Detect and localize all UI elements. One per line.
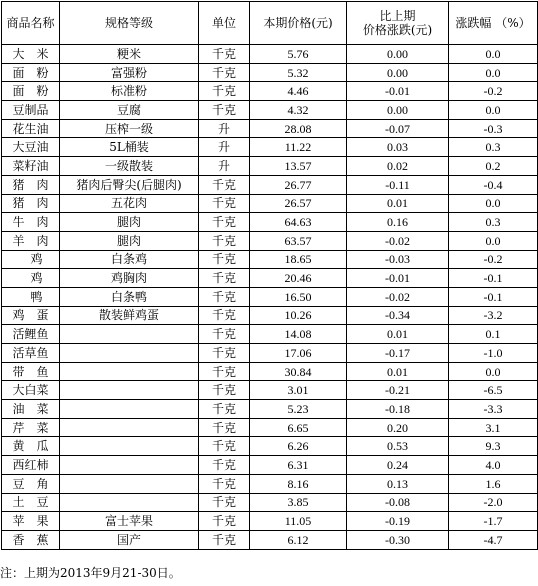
cell-product-name: 牛 肉: [2, 213, 60, 232]
cell-change-percent: 0.0: [449, 63, 538, 82]
cell-product-name: 带 鱼: [2, 362, 60, 381]
cell-unit: 千克: [199, 45, 250, 64]
cell-unit: 千克: [199, 456, 250, 475]
cell-unit: 升: [199, 157, 250, 176]
table-row: [2, 400, 538, 419]
cell-price-change: 0.01: [347, 362, 449, 381]
cell-price-change: -0.03: [347, 250, 449, 269]
cell-change-percent: -0.3: [449, 119, 538, 138]
cell-current-price: 4.32: [250, 101, 347, 120]
cell-change-percent: 0.0: [449, 45, 538, 64]
cell-spec-grade: [60, 474, 199, 493]
cell-change-percent: -0.4: [449, 175, 538, 194]
cell-unit: 千克: [199, 474, 250, 493]
cell-unit: 千克: [199, 82, 250, 101]
cell-change-percent: 3.1: [449, 418, 538, 437]
cell-spec-grade: [60, 400, 199, 419]
cell-price-change: 0.00: [347, 63, 449, 82]
header-product-name: 商品名称: [2, 2, 60, 45]
cell-spec-grade: 粳米: [60, 45, 199, 64]
cell-current-price: 4.46: [250, 82, 347, 101]
table-row: [2, 530, 538, 549]
cell-current-price: 14.08: [250, 325, 347, 344]
cell-spec-grade: 压榨一级: [60, 119, 199, 138]
cell-change-percent: 4.0: [449, 456, 538, 475]
cell-current-price: 6.12: [250, 530, 347, 549]
cell-current-price: 8.16: [250, 474, 347, 493]
cell-unit: 千克: [199, 325, 250, 344]
cell-product-name: 猪 肉: [2, 175, 60, 194]
cell-change-percent: 1.6: [449, 474, 538, 493]
cell-current-price: 6.26: [250, 437, 347, 456]
cell-product-name: 鸡: [2, 269, 60, 288]
cell-unit: 千克: [199, 362, 250, 381]
cell-spec-grade: [60, 381, 199, 400]
cell-change-percent: -0.2: [449, 82, 538, 101]
cell-price-change: -0.18: [347, 400, 449, 419]
cell-change-percent: -3.2: [449, 306, 538, 325]
cell-spec-grade: 富士苹果: [60, 512, 199, 531]
cell-current-price: 3.01: [250, 381, 347, 400]
cell-spec-grade: [60, 493, 199, 512]
cell-spec-grade: 猪肉后臀尖(后腿肉): [60, 175, 199, 194]
cell-product-name: 面 粉: [2, 63, 60, 82]
cell-spec-grade: [60, 456, 199, 475]
cell-change-percent: 0.0: [449, 101, 538, 120]
table-row: [2, 63, 538, 82]
table-row: [2, 362, 538, 381]
cell-price-change: -0.19: [347, 512, 449, 531]
cell-change-percent: -3.3: [449, 400, 538, 419]
cell-price-change: -0.07: [347, 119, 449, 138]
cell-product-name: 菜籽油: [2, 157, 60, 176]
cell-spec-grade: [60, 418, 199, 437]
footnote: 注：上期为2013年9月21-30日。: [0, 566, 181, 580]
cell-price-change: -0.17: [347, 344, 449, 363]
cell-unit: 千克: [199, 213, 250, 232]
header-spec-grade: 规格等级: [60, 2, 199, 45]
cell-change-percent: 0.0: [449, 194, 538, 213]
table-row: [2, 287, 538, 306]
cell-price-change: 0.00: [347, 45, 449, 64]
cell-spec-grade: 标准粉: [60, 82, 199, 101]
cell-unit: 千克: [199, 269, 250, 288]
cell-spec-grade: 白条鸡: [60, 250, 199, 269]
table-row: [2, 119, 538, 138]
header-current-price: 本期价格(元): [250, 2, 347, 45]
cell-product-name: 鸡: [2, 250, 60, 269]
cell-price-change: 0.16: [347, 213, 449, 232]
table-row: [2, 474, 538, 493]
table-row: [2, 306, 538, 325]
cell-product-name: 黄 瓜: [2, 437, 60, 456]
table-row: [2, 269, 538, 288]
cell-spec-grade: [60, 325, 199, 344]
cell-price-change: -0.01: [347, 82, 449, 101]
cell-change-percent: 0.1: [449, 325, 538, 344]
cell-change-percent: -0.1: [449, 269, 538, 288]
table-row: [2, 381, 538, 400]
table-row: [2, 325, 538, 344]
cell-unit: 千克: [199, 175, 250, 194]
cell-unit: 千克: [199, 493, 250, 512]
cell-current-price: 16.50: [250, 287, 347, 306]
cell-product-name: 豆 角: [2, 474, 60, 493]
cell-price-change: 0.01: [347, 194, 449, 213]
cell-spec-grade: 豆腐: [60, 101, 199, 120]
cell-current-price: 63.57: [250, 231, 347, 250]
cell-change-percent: 0.0: [449, 231, 538, 250]
cell-price-change: -0.02: [347, 287, 449, 306]
cell-spec-grade: 一级散装: [60, 157, 199, 176]
cell-product-name: 鸭: [2, 287, 60, 306]
cell-current-price: 13.57: [250, 157, 347, 176]
cell-spec-grade: 5L桶装: [60, 138, 199, 157]
cell-price-change: 0.00: [347, 101, 449, 120]
cell-current-price: 11.05: [250, 512, 347, 531]
cell-current-price: 30.84: [250, 362, 347, 381]
cell-current-price: 64.63: [250, 213, 347, 232]
cell-change-percent: 9.3: [449, 437, 538, 456]
cell-price-change: 0.02: [347, 157, 449, 176]
table-row: [2, 231, 538, 250]
cell-current-price: 11.22: [250, 138, 347, 157]
cell-current-price: 6.65: [250, 418, 347, 437]
price-table: [1, 1, 538, 550]
cell-unit: 千克: [199, 530, 250, 549]
cell-unit: 千克: [199, 194, 250, 213]
cell-product-name: 大豆油: [2, 138, 60, 157]
header-unit: 单位: [199, 2, 250, 45]
cell-product-name: 活鲤鱼: [2, 325, 60, 344]
table-row: [2, 138, 538, 157]
cell-product-name: 鸡 蛋: [2, 306, 60, 325]
table-row: [2, 437, 538, 456]
cell-price-change: 0.53: [347, 437, 449, 456]
cell-price-change: -0.30: [347, 530, 449, 549]
cell-change-percent: 0.2: [449, 157, 538, 176]
table-row: [2, 45, 538, 64]
table-row: [2, 157, 538, 176]
cell-unit: 千克: [199, 250, 250, 269]
table-row: [2, 512, 538, 531]
cell-product-name: 花生油: [2, 119, 60, 138]
table-header-row: [2, 2, 538, 45]
table-row: [2, 82, 538, 101]
cell-price-change: -0.08: [347, 493, 449, 512]
cell-product-name: 芹 菜: [2, 418, 60, 437]
cell-unit: 千克: [199, 437, 250, 456]
cell-change-percent: 0.3: [449, 213, 538, 232]
cell-product-name: 西红柿: [2, 456, 60, 475]
cell-product-name: 香 蕉: [2, 530, 60, 549]
cell-change-percent: 0.3: [449, 138, 538, 157]
cell-unit: 升: [199, 138, 250, 157]
cell-spec-grade: [60, 437, 199, 456]
cell-unit: 千克: [199, 231, 250, 250]
cell-current-price: 6.31: [250, 456, 347, 475]
cell-unit: 千克: [199, 101, 250, 120]
cell-spec-grade: 散装鲜鸡蛋: [60, 306, 199, 325]
cell-change-percent: -4.7: [449, 530, 538, 549]
cell-current-price: 5.23: [250, 400, 347, 419]
cell-price-change: 0.03: [347, 138, 449, 157]
cell-price-change: 0.01: [347, 325, 449, 344]
header-price-change: 比上期 价格涨跌(元): [347, 2, 449, 45]
cell-current-price: 3.85: [250, 493, 347, 512]
cell-price-change: -0.01: [347, 269, 449, 288]
cell-current-price: 28.08: [250, 119, 347, 138]
cell-spec-grade: 五花肉: [60, 194, 199, 213]
cell-product-name: 猪 肉: [2, 194, 60, 213]
cell-unit: 千克: [199, 63, 250, 82]
cell-price-change: -0.11: [347, 175, 449, 194]
cell-product-name: 土 豆: [2, 493, 60, 512]
cell-price-change: -0.02: [347, 231, 449, 250]
table-row: [2, 456, 538, 475]
cell-current-price: 10.26: [250, 306, 347, 325]
cell-unit: 千克: [199, 306, 250, 325]
table-row: [2, 250, 538, 269]
cell-current-price: 20.46: [250, 269, 347, 288]
cell-product-name: 羊 肉: [2, 231, 60, 250]
cell-price-change: 0.13: [347, 474, 449, 493]
cell-change-percent: 0.0: [449, 362, 538, 381]
cell-product-name: 苹 果: [2, 512, 60, 531]
table-body: [2, 45, 538, 550]
cell-spec-grade: [60, 344, 199, 363]
cell-unit: 千克: [199, 287, 250, 306]
table-row: [2, 344, 538, 363]
cell-unit: 升: [199, 119, 250, 138]
cell-change-percent: -1.7: [449, 512, 538, 531]
table-row: [2, 493, 538, 512]
cell-spec-grade: 腿肉: [60, 231, 199, 250]
cell-unit: 千克: [199, 418, 250, 437]
cell-current-price: 5.32: [250, 63, 347, 82]
table-row: [2, 213, 538, 232]
cell-spec-grade: 白条鸭: [60, 287, 199, 306]
cell-product-name: 大 米: [2, 45, 60, 64]
header-change-percent: 涨跌幅 （%）: [449, 2, 538, 45]
cell-change-percent: -2.0: [449, 493, 538, 512]
cell-price-change: -0.21: [347, 381, 449, 400]
cell-spec-grade: 富强粉: [60, 63, 199, 82]
cell-current-price: 26.57: [250, 194, 347, 213]
table-row: [2, 175, 538, 194]
cell-price-change: -0.34: [347, 306, 449, 325]
cell-product-name: 豆制品: [2, 101, 60, 120]
cell-current-price: 18.65: [250, 250, 347, 269]
table-row: [2, 194, 538, 213]
cell-change-percent: -0.1: [449, 287, 538, 306]
table-row: [2, 418, 538, 437]
cell-unit: 千克: [199, 344, 250, 363]
cell-spec-grade: [60, 362, 199, 381]
cell-product-name: 活草鱼: [2, 344, 60, 363]
table-row: [2, 101, 538, 120]
cell-unit: 千克: [199, 512, 250, 531]
cell-product-name: 面 粉: [2, 82, 60, 101]
cell-price-change: 0.20: [347, 418, 449, 437]
cell-change-percent: -6.5: [449, 381, 538, 400]
cell-spec-grade: 国产: [60, 530, 199, 549]
cell-unit: 千克: [199, 381, 250, 400]
cell-change-percent: -0.2: [449, 250, 538, 269]
cell-current-price: 17.06: [250, 344, 347, 363]
cell-spec-grade: 腿肉: [60, 213, 199, 232]
cell-spec-grade: 鸡胸肉: [60, 269, 199, 288]
cell-current-price: 5.76: [250, 45, 347, 64]
cell-change-percent: -1.0: [449, 344, 538, 363]
cell-price-change: 0.24: [347, 456, 449, 475]
cell-current-price: 26.77: [250, 175, 347, 194]
cell-product-name: 大白菜: [2, 381, 60, 400]
cell-product-name: 油 菜: [2, 400, 60, 419]
cell-unit: 千克: [199, 400, 250, 419]
